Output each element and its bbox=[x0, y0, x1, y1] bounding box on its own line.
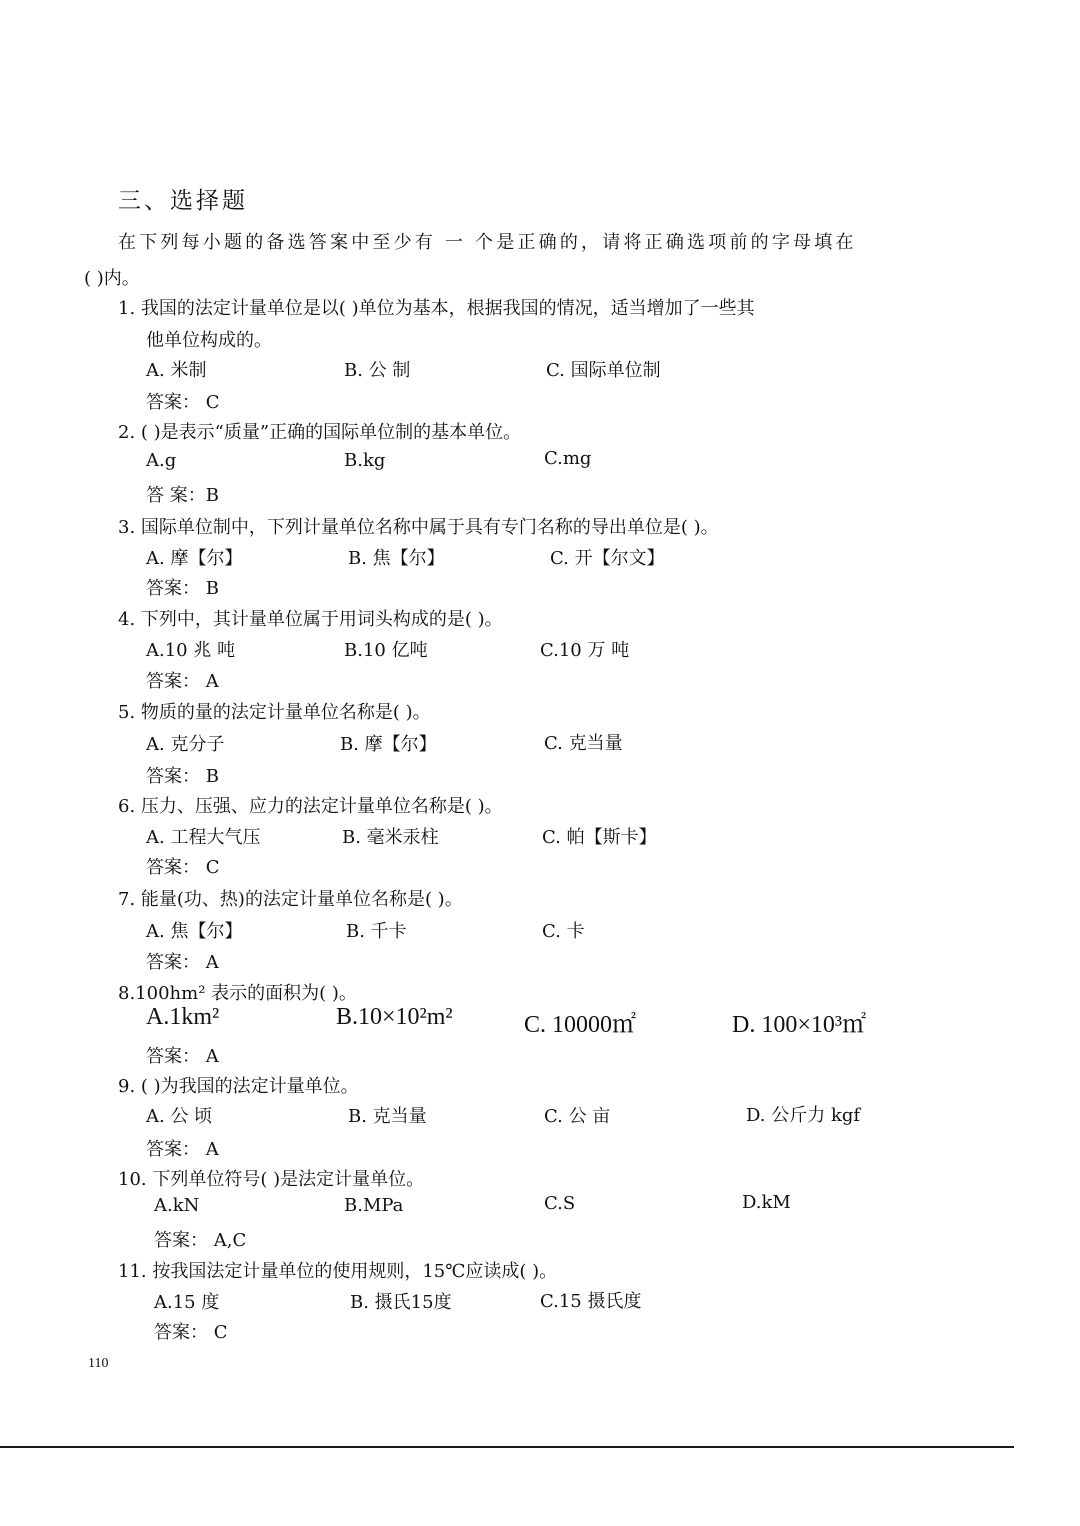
option-b: B. 公 制 bbox=[344, 360, 411, 381]
option-c: C.15 摄氏度 bbox=[540, 1291, 642, 1312]
answer: 答案： A bbox=[146, 952, 219, 973]
option-a: A.g bbox=[146, 450, 177, 471]
option-a: A. 公 顷 bbox=[146, 1106, 213, 1127]
question-stem: 7. 能量(功、热)的法定计量单位名称是( )。 bbox=[118, 889, 463, 910]
option-c: C. 克当量 bbox=[544, 733, 623, 754]
option-b: B. 千卡 bbox=[346, 921, 407, 942]
option-d: D. 公斤力 kgf bbox=[746, 1105, 861, 1126]
option-c: C. 国际单位制 bbox=[546, 360, 661, 381]
option-a: A.kN bbox=[154, 1195, 200, 1216]
option-b: B. 克当量 bbox=[348, 1106, 427, 1127]
option-a: A. 摩【尔】 bbox=[146, 548, 243, 569]
option-d: D.kM bbox=[742, 1192, 791, 1213]
question-stem: 4. 下列中，其计量单位属于用词头构成的是( )。 bbox=[118, 609, 503, 630]
option-b: B. 焦【尔】 bbox=[348, 548, 445, 569]
option-a: A. 工程大气压 bbox=[146, 827, 261, 848]
option-b: B.MPa bbox=[344, 1195, 404, 1216]
question-stem: 11. 按我国法定计量单位的使用规则，15℃应读成( )。 bbox=[118, 1261, 558, 1282]
footer-rule bbox=[0, 1446, 1014, 1448]
option-c: C.10 万 吨 bbox=[540, 640, 630, 661]
question-stem: 10. 下列单位符号( )是法定计量单位。 bbox=[118, 1169, 425, 1190]
option-a: A.15 度 bbox=[154, 1292, 220, 1313]
option-a: A.1km² bbox=[146, 1004, 220, 1030]
option-c: C. 帕【斯卡】 bbox=[542, 827, 657, 848]
question-stem: 2. ( )是表示“质量”正确的国际单位制的基本单位。 bbox=[118, 422, 522, 443]
option-a: A. 焦【尔】 bbox=[146, 921, 243, 942]
question-stem: 1. 我国的法定计量单位是以( )单位为基本，根据我国的情况，适当增加了一些其 bbox=[118, 298, 755, 319]
section-intro-line-1: 在下列每小题的备选答案中至少有 一 个是正确的，请将正确选项前的字母填在 bbox=[118, 232, 857, 253]
option-c: C. 公 亩 bbox=[544, 1106, 611, 1127]
answer: 答案： C bbox=[146, 392, 220, 413]
question-stem: 9. ( )为我国的法定计量单位。 bbox=[118, 1076, 359, 1097]
answer: 答案： A bbox=[146, 671, 219, 692]
question-stem: 3. 国际单位制中，下列计量单位名称中属于具有专门名称的导出单位是( )。 bbox=[118, 517, 719, 538]
answer: 答 案：B bbox=[146, 485, 219, 506]
question-stem-continued: 他单位构成的。 bbox=[146, 330, 272, 351]
option-d: D. 100×10³㎡ bbox=[732, 1012, 867, 1038]
question-stem: 8.100hm² 表示的面积为( )。 bbox=[118, 983, 357, 1004]
question-stem: 5. 物质的量的法定计量单位名称是( )。 bbox=[118, 702, 431, 723]
option-b: B. 摩【尔】 bbox=[340, 734, 437, 755]
option-a: A. 米制 bbox=[146, 360, 207, 381]
option-a: A.10 兆 吨 bbox=[146, 640, 236, 661]
answer: 答案： A bbox=[146, 1046, 219, 1067]
option-b: B.10 亿吨 bbox=[344, 640, 428, 661]
option-c: C.S bbox=[544, 1193, 576, 1214]
option-c: C. 10000㎡ bbox=[524, 1012, 637, 1038]
option-b: B. 摄氏15度 bbox=[350, 1292, 452, 1313]
answer: 答案： C bbox=[146, 857, 220, 878]
answer: 答案： B bbox=[146, 766, 219, 787]
option-c: C.mg bbox=[544, 448, 592, 469]
option-c: C. 开【尔文】 bbox=[550, 548, 665, 569]
section-title: 三、选择题 bbox=[118, 188, 248, 214]
question-stem: 6. 压力、压强、应力的法定计量单位名称是( )。 bbox=[118, 796, 503, 817]
option-a: A. 克分子 bbox=[146, 734, 225, 755]
option-b: B.10×10²m² bbox=[336, 1004, 453, 1030]
option-b: B. 毫米汞柱 bbox=[342, 827, 439, 848]
answer: 答案： C bbox=[154, 1322, 228, 1343]
section-intro-line-2: ( )内。 bbox=[84, 268, 140, 289]
answer: 答案： A bbox=[146, 1139, 219, 1160]
answer: 答案： B bbox=[146, 578, 219, 599]
page-number: 110 bbox=[88, 1356, 109, 1371]
option-b: B.kg bbox=[344, 450, 386, 471]
answer: 答案： A,C bbox=[154, 1230, 247, 1251]
option-c: C. 卡 bbox=[542, 921, 585, 942]
